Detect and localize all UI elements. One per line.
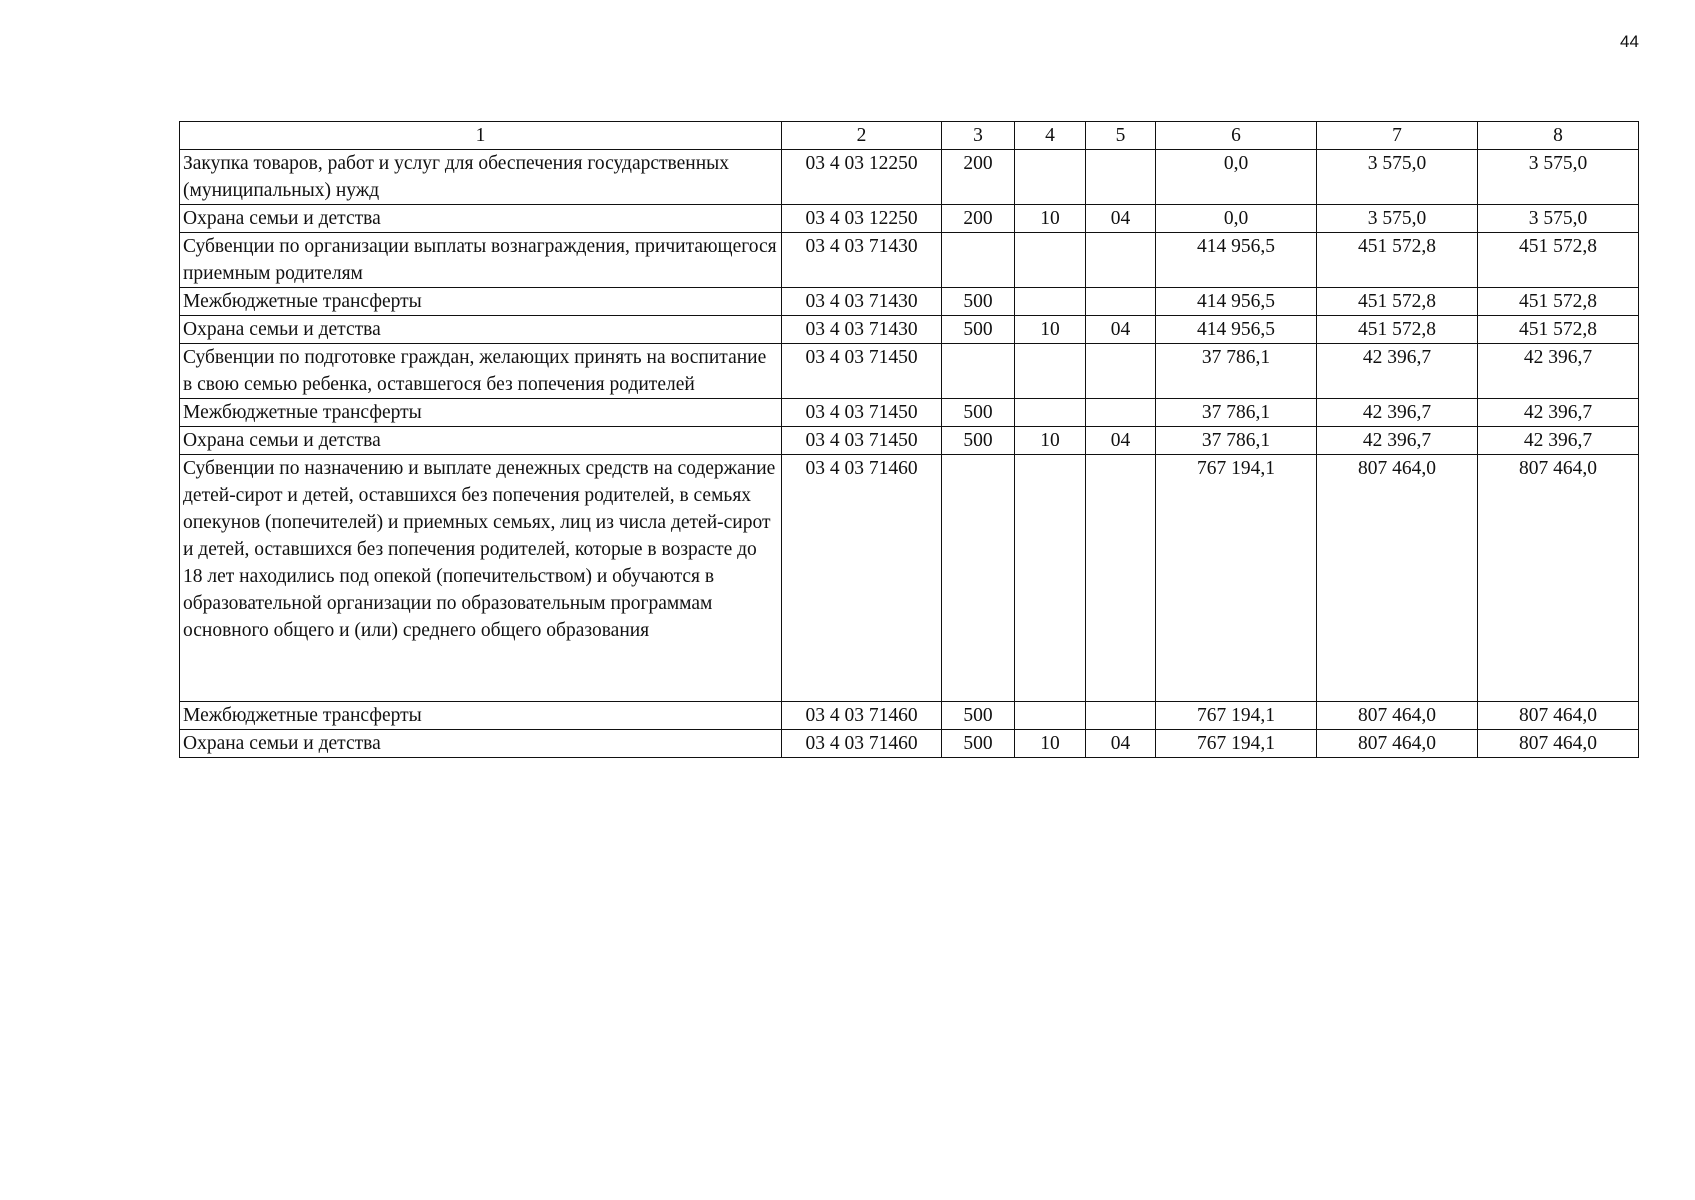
amount-col7: 451 572,8 — [1317, 233, 1478, 288]
amount-col7: 807 464,0 — [1317, 730, 1478, 758]
subsection-code — [1086, 288, 1156, 316]
amount-col6: 767 194,1 — [1156, 730, 1317, 758]
amount-col7: 3 575,0 — [1317, 150, 1478, 205]
section-code — [1015, 344, 1086, 399]
amount-col6: 414 956,5 — [1156, 233, 1317, 288]
amount-col8: 42 396,7 — [1478, 399, 1639, 427]
table-row — [180, 316, 1639, 344]
target-article-code: 03 4 03 71460 — [782, 455, 942, 702]
amount-col6: 37 786,1 — [1156, 344, 1317, 399]
amount-col8: 807 464,0 — [1478, 455, 1639, 702]
expense-type-code: 500 — [942, 399, 1015, 427]
table-row — [180, 344, 1639, 399]
row-name: Межбюджетные трансферты — [180, 399, 782, 427]
amount-col8: 42 396,7 — [1478, 427, 1639, 455]
amount-col8: 451 572,8 — [1478, 316, 1639, 344]
target-article-code: 03 4 03 71460 — [782, 702, 942, 730]
amount-col7: 807 464,0 — [1317, 702, 1478, 730]
expense-type-code: 200 — [942, 205, 1015, 233]
budget-table — [179, 121, 1639, 758]
column-header: 8 — [1478, 122, 1639, 150]
table-row — [180, 427, 1639, 455]
expense-type-code: 500 — [942, 288, 1015, 316]
expense-type-code: 500 — [942, 316, 1015, 344]
amount-col6: 767 194,1 — [1156, 455, 1317, 702]
target-article-code: 03 4 03 71430 — [782, 288, 942, 316]
table-row — [180, 205, 1639, 233]
amount-col7: 42 396,7 — [1317, 344, 1478, 399]
amount-col7: 42 396,7 — [1317, 399, 1478, 427]
column-header: 1 — [180, 122, 782, 150]
amount-col6: 0,0 — [1156, 205, 1317, 233]
amount-col6: 37 786,1 — [1156, 399, 1317, 427]
section-code — [1015, 702, 1086, 730]
table-header-row — [180, 122, 1639, 150]
expense-type-code: 500 — [942, 702, 1015, 730]
row-name: Охрана семьи и детства — [180, 427, 782, 455]
section-code — [1015, 455, 1086, 702]
target-article-code: 03 4 03 71430 — [782, 316, 942, 344]
amount-col6: 767 194,1 — [1156, 702, 1317, 730]
section-code — [1015, 399, 1086, 427]
column-header: 3 — [942, 122, 1015, 150]
subsection-code — [1086, 150, 1156, 205]
column-header: 4 — [1015, 122, 1086, 150]
section-code: 10 — [1015, 316, 1086, 344]
amount-col8: 451 572,8 — [1478, 288, 1639, 316]
expense-type-code — [942, 344, 1015, 399]
table-row — [180, 288, 1639, 316]
row-name: Субвенции по назначению и выплате денежных средств на содержание детей-сирот и детей, оставшихся без попечения родителей, в семьях опекунов (попечителей) и приемных семьях, лиц из числа детей-сирот и детей, оставшихся без попечения родителей, которые в возрасте до 18 лет находились под опекой (попечительством) и обучаются в образовательной организации по образовательным программам основного общего и (или) среднего общего образования — [180, 455, 782, 702]
target-article-code: 03 4 03 12250 — [782, 150, 942, 205]
section-code: 10 — [1015, 730, 1086, 758]
subsection-code — [1086, 344, 1156, 399]
column-header: 5 — [1086, 122, 1156, 150]
row-name: Закупка товаров, работ и услуг для обеспечения государственных (муниципальных) нужд — [180, 150, 782, 205]
page-number: 44 — [1620, 32, 1639, 51]
row-name: Межбюджетные трансферты — [180, 702, 782, 730]
row-name: Межбюджетные трансферты — [180, 288, 782, 316]
amount-col6: 414 956,5 — [1156, 316, 1317, 344]
amount-col8: 3 575,0 — [1478, 205, 1639, 233]
section-code: 10 — [1015, 205, 1086, 233]
table-row — [180, 702, 1639, 730]
subsection-code: 04 — [1086, 205, 1156, 233]
amount-col7: 451 572,8 — [1317, 288, 1478, 316]
subsection-code: 04 — [1086, 427, 1156, 455]
subsection-code: 04 — [1086, 730, 1156, 758]
amount-col8: 807 464,0 — [1478, 702, 1639, 730]
column-header: 6 — [1156, 122, 1317, 150]
amount-col6: 0,0 — [1156, 150, 1317, 205]
table-row — [180, 233, 1639, 288]
expense-type-code — [942, 455, 1015, 702]
column-header: 2 — [782, 122, 942, 150]
target-article-code: 03 4 03 71450 — [782, 399, 942, 427]
row-name: Охрана семьи и детства — [180, 316, 782, 344]
table-row — [180, 399, 1639, 427]
subsection-code — [1086, 702, 1156, 730]
subsection-code — [1086, 455, 1156, 702]
section-code — [1015, 233, 1086, 288]
target-article-code: 03 4 03 71450 — [782, 344, 942, 399]
subsection-code — [1086, 399, 1156, 427]
row-name: Субвенции по подготовке граждан, желающих принять на воспитание в свою семью ребенка, оставшегося без попечения родителей — [180, 344, 782, 399]
section-code: 10 — [1015, 427, 1086, 455]
expense-type-code — [942, 233, 1015, 288]
amount-col8: 807 464,0 — [1478, 730, 1639, 758]
table-row — [180, 730, 1639, 758]
target-article-code: 03 4 03 12250 — [782, 205, 942, 233]
target-article-code: 03 4 03 71450 — [782, 427, 942, 455]
section-code — [1015, 288, 1086, 316]
amount-col8: 3 575,0 — [1478, 150, 1639, 205]
expense-type-code: 500 — [942, 427, 1015, 455]
row-name: Охрана семьи и детства — [180, 730, 782, 758]
subsection-code — [1086, 233, 1156, 288]
amount-col8: 42 396,7 — [1478, 344, 1639, 399]
amount-col8: 451 572,8 — [1478, 233, 1639, 288]
amount-col7: 3 575,0 — [1317, 205, 1478, 233]
expense-type-code: 200 — [942, 150, 1015, 205]
column-header: 7 — [1317, 122, 1478, 150]
amount-col6: 414 956,5 — [1156, 288, 1317, 316]
amount-col7: 451 572,8 — [1317, 316, 1478, 344]
table-row — [180, 455, 1639, 702]
amount-col7: 42 396,7 — [1317, 427, 1478, 455]
row-name: Субвенции по организации выплаты вознаграждения, причитающегося приемным родителям — [180, 233, 782, 288]
target-article-code: 03 4 03 71460 — [782, 730, 942, 758]
subsection-code: 04 — [1086, 316, 1156, 344]
row-name: Охрана семьи и детства — [180, 205, 782, 233]
target-article-code: 03 4 03 71430 — [782, 233, 942, 288]
amount-col7: 807 464,0 — [1317, 455, 1478, 702]
section-code — [1015, 150, 1086, 205]
amount-col6: 37 786,1 — [1156, 427, 1317, 455]
table-row — [180, 150, 1639, 205]
expense-type-code: 500 — [942, 730, 1015, 758]
